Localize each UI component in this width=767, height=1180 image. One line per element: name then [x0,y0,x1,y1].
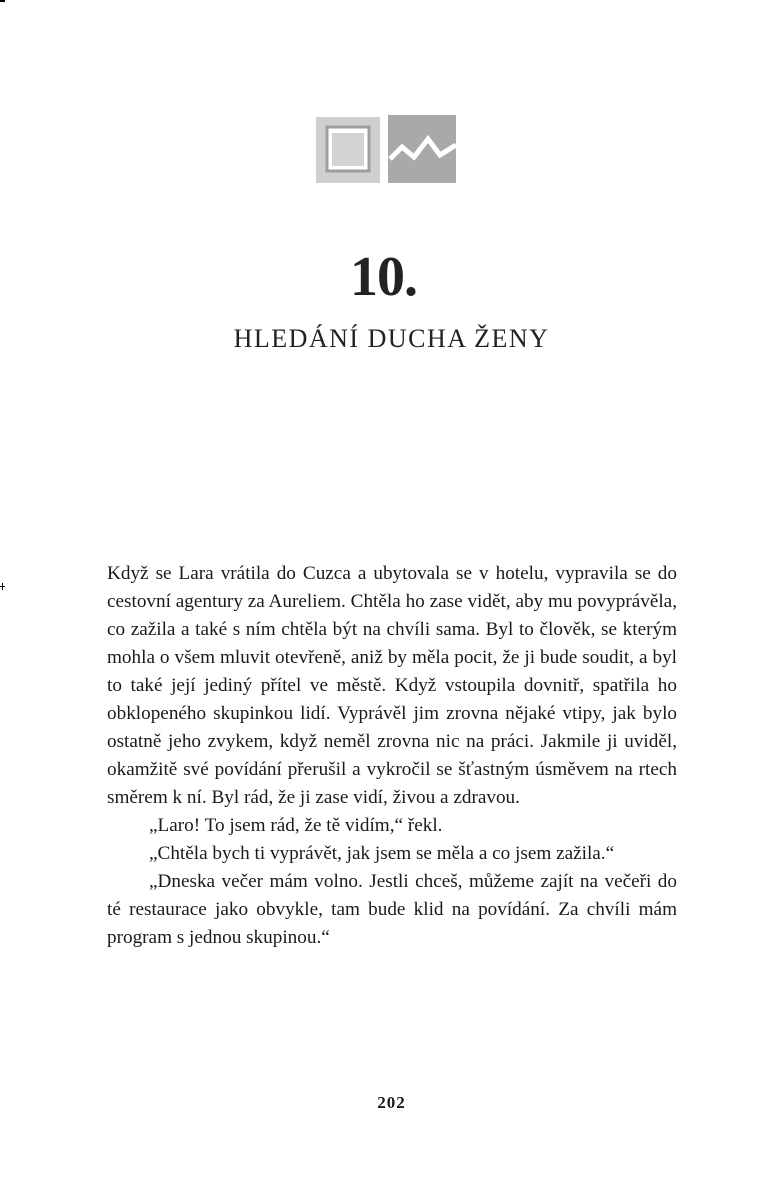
crop-mark-top [0,0,5,2]
ornament-graphic [316,115,458,185]
crop-mark-side-vertical [2,583,3,590]
chapter-number: 10. [350,246,417,308]
mountain-zigzag-icon [388,115,456,183]
paragraph: „Dneska večer mám volno. Jestli chceš, můžeme zajít na večeři do té restaurace jako obvykle, tam bude klid na povídání. Za chvíli mám program s jednou skupinou.“ [107,871,677,948]
page-number: 202 [377,1093,406,1112]
chapter-ornament [316,115,458,185]
square-frame-icon [316,117,380,183]
paragraph: „Chtěla bych ti vyprávět, jak jsem se měla a co jsem zažila.“ [149,843,615,864]
chapter-title: HLEDÁNÍ DUCHA ŽENY [233,324,550,353]
paragraph: Když se Lara vrátila do Cuzca a ubytovala se v hotelu, vypravila se do cestovní agentury za Aureliem. Chtěla ho zase vidět, aby mu povyprávěla, co zažila a také s ním chtěla být na chvíli sama. Byl to člověk, se kterým mohla o všem mluvit otevřeně, aniž by měla pocit, že ji bude soudit, a byl to také její jediný přítel ve městě. Když vstoupila dovnitř, spatřila ho obklopeného skupinkou lidí. Vyprávěl jim zrovna nějaké vtipy, jak bylo ostatně jeho zvykem, když neměl zrovna nic na práci. Jakmile ji uviděl, okamžitě své povídání přerušil a vykročil se šťastným úsměvem na rtech směrem k ní. Byl rád, že ji zase vidí, živou a zdravou. [107,563,677,808]
body-text [107,560,677,952]
paragraph: „Laro! To jsem rád, že tě vidím,“ řekl. [149,815,443,836]
